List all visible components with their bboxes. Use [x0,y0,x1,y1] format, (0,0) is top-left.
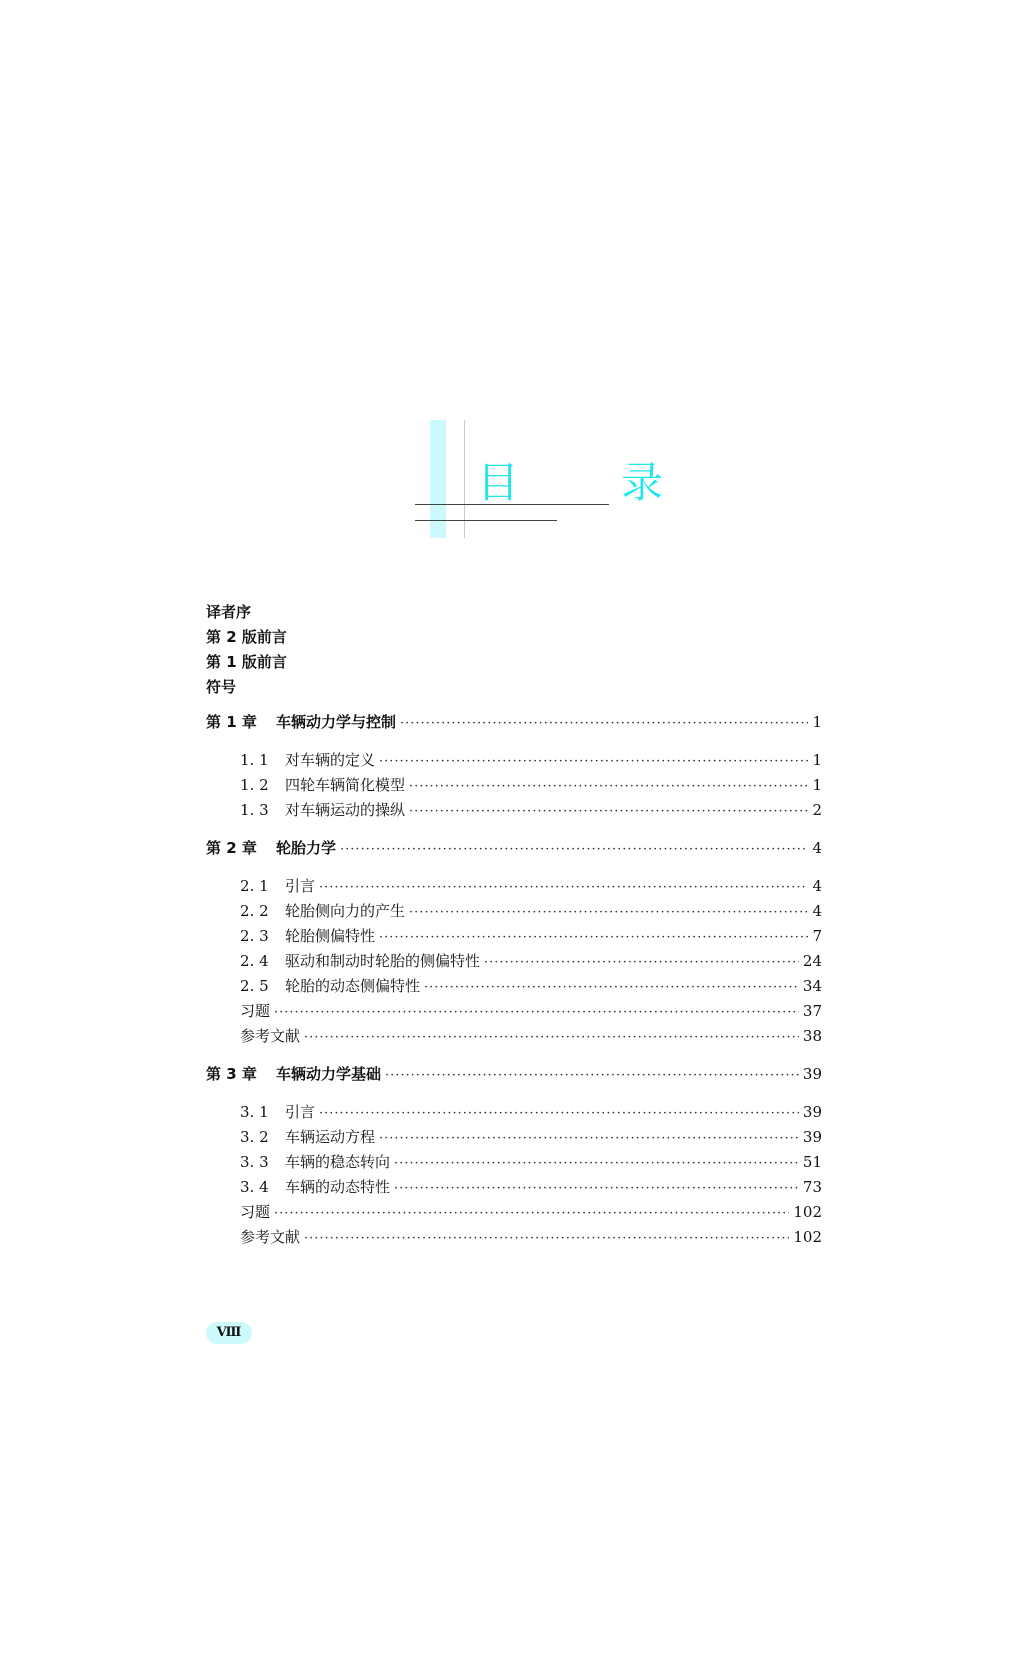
leader-dots [340,837,808,862]
section-number: 2. 2 [240,902,269,920]
leader-dots [409,900,808,925]
page-ref: 38 [802,1027,822,1045]
section-number: 1. 1 [240,751,269,769]
page-ref: 37 [802,1002,822,1020]
section-title: 引言 [285,1103,316,1121]
section-title: 轮胎侧向力的产生 [285,902,406,920]
section-number: 3. 3 [240,1153,269,1171]
page-ref: 39 [802,1065,822,1083]
page-ref: 2 [812,801,822,819]
title-block [415,420,694,540]
page-ref: 102 [793,1228,822,1246]
chapter-number: 第 2 章 [206,839,257,857]
toc-section[interactable] [206,1024,822,1049]
toc-section[interactable] [206,899,822,924]
page-ref: 39 [802,1103,822,1121]
page-number-badge: Ⅷ [206,1322,252,1344]
front-matter-item[interactable]: 译者序 [206,603,252,621]
section-title: 轮胎的动态侧偏特性 [285,977,421,995]
leader-dots [385,1063,799,1088]
page-ref: 51 [802,1153,822,1171]
section-title: 车辆的稳态转向 [285,1153,391,1171]
toc-section[interactable] [206,1200,822,1225]
toc-chapter-2[interactable] [206,836,822,861]
leader-dots [400,711,808,736]
page-ref: 7 [812,927,822,945]
section-title: 参考文献 [240,1027,301,1045]
front-matter-item[interactable]: 第 2 版前言 [206,628,287,646]
section-title: 对车辆的定义 [285,751,376,769]
front-matter-item[interactable]: 第 1 版前言 [206,653,287,671]
leader-dots [304,1226,789,1251]
section-title: 车辆的动态特性 [285,1178,391,1196]
section-number: 3. 4 [240,1178,269,1196]
page-ref: 1 [812,751,822,769]
page-ref: 1 [812,713,822,731]
toc-section[interactable] [206,874,822,899]
toc-section[interactable] [206,924,822,949]
leader-dots [394,1151,799,1176]
front-matter-list [206,600,287,700]
leader-dots [319,875,808,900]
leader-dots [394,1176,799,1201]
toc-section[interactable] [206,748,822,773]
leader-dots [409,799,808,824]
leader-dots [424,975,799,1000]
page-ref: 39 [802,1128,822,1146]
leader-dots [274,1000,799,1025]
toc-section[interactable] [206,1175,822,1200]
section-title: 驱动和制动时轮胎的侧偏特性 [285,952,481,970]
page-ref: 102 [793,1203,822,1221]
toc-section[interactable] [206,1100,822,1125]
leader-dots [409,774,808,799]
page-title: 目 录 [477,458,694,507]
chapter-title: 车辆动力学与控制 [276,713,397,731]
chapter-title: 轮胎力学 [276,839,337,857]
toc-section[interactable] [206,1150,822,1175]
toc-section[interactable] [206,1225,822,1250]
chapter-number: 第 1 章 [206,713,257,731]
toc-section[interactable] [206,1125,822,1150]
section-number: 1. 2 [240,776,269,794]
section-number: 2. 1 [240,877,269,895]
page-ref: 1 [812,776,822,794]
section-title: 习题 [240,1203,271,1221]
section-number: 3. 2 [240,1128,269,1146]
leader-dots [379,1126,799,1151]
section-number: 2. 4 [240,952,269,970]
toc-section[interactable] [206,949,822,974]
front-matter-item[interactable]: 符号 [206,678,237,696]
section-title: 习题 [240,1002,271,1020]
toc-section[interactable] [206,798,822,823]
leader-dots [379,925,808,950]
leader-dots [304,1025,799,1050]
table-of-contents [206,710,822,1250]
section-title: 引言 [285,877,316,895]
section-title: 对车辆运动的操纵 [285,801,406,819]
toc-section[interactable] [206,974,822,999]
section-number: 1. 3 [240,801,269,819]
section-title: 轮胎侧偏特性 [285,927,376,945]
section-title: 参考文献 [240,1228,301,1246]
leader-dots [274,1201,789,1226]
page-ref: 4 [812,839,822,857]
section-number: 2. 5 [240,977,269,995]
chapter-title: 车辆动力学基础 [276,1065,382,1083]
section-title: 四轮车辆简化模型 [285,776,406,794]
page-ref: 24 [802,952,822,970]
section-title: 车辆运动方程 [285,1128,376,1146]
page-ref: 73 [802,1178,822,1196]
page-ref: 4 [812,877,822,895]
toc-chapter-1[interactable] [206,710,822,735]
section-number: 3. 1 [240,1103,269,1121]
chapter-number: 第 3 章 [206,1065,257,1083]
leader-dots [379,749,808,774]
page-ref: 4 [812,902,822,920]
toc-chapter-3[interactable] [206,1062,822,1087]
page-ref: 34 [802,977,822,995]
toc-section[interactable] [206,999,822,1024]
toc-section[interactable] [206,773,822,798]
leader-dots [319,1101,799,1126]
title-rule-short [415,520,557,521]
leader-dots [484,950,799,975]
section-number: 2. 3 [240,927,269,945]
